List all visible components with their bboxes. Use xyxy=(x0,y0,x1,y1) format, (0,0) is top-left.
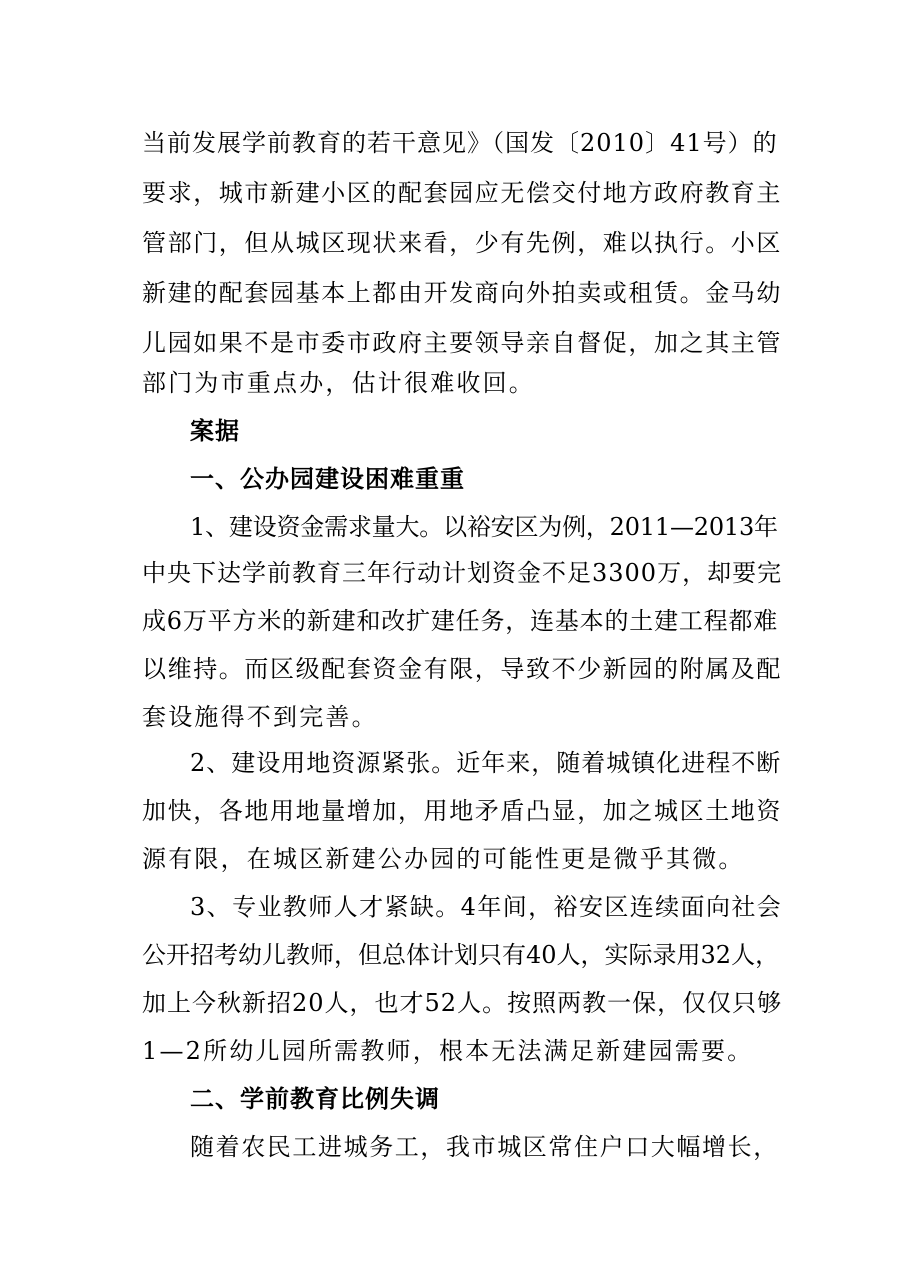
paragraph-line: 管部门，但从城区现状来看，少有先例，难以执行。小区 xyxy=(142,229,782,257)
paragraph-line: 2、建设用地资源紧张。近年来，随着城镇化进程不断 xyxy=(190,749,782,777)
paragraph-line: 要求，城市新建小区的配套园应无偿交付地方政府教育主 xyxy=(142,179,782,207)
paragraph-line: 儿园如果不是市委市政府主要领导亲自督促，加之其主管 xyxy=(142,329,782,357)
paragraph-line: 3、专业教师人才紧缺。4年间，裕安区连续面向社会 xyxy=(190,893,783,921)
paragraph-line: 新建的配套园基本上都由开发商向外拍卖或租赁。金马幼 xyxy=(142,279,782,307)
paragraph-line: 中央下达学前教育三年行动计划资金不足3300万，却要完 xyxy=(142,559,783,587)
paragraph-line: 随着农民工进城务工，我市城区常住户口大幅增长， xyxy=(190,1133,779,1161)
paragraph-line: 1—2所幼儿园所需教师，根本无法满足新建园需要。 xyxy=(142,1037,754,1065)
paragraph-line: 1、建设资金需求量大。以裕安区为例，2011—2013年 xyxy=(190,513,778,541)
paragraph-line: 部门为市重点办，估计很难收回。 xyxy=(142,369,535,397)
paragraph-line: 加快，各地用地量增加，用地矛盾凸显，加之城区土地资 xyxy=(142,797,782,825)
paragraph-line: 当前发展学前教育的若干意见》（国发〔2010〕41号）的 xyxy=(142,129,778,157)
paragraph-line: 成6万平方米的新建和改扩建任务，连基本的土建工程都难 xyxy=(142,607,779,635)
paragraph-line: 套设施得不到完善。 xyxy=(142,703,378,731)
section-heading-1: 一、公办园建设困难重重 xyxy=(190,465,465,493)
paragraph-line: 加上今秋新招20人，也才52人。按照两教一保，仅仅只够 xyxy=(142,989,783,1017)
section-heading-2: 二、学前教育比例失调 xyxy=(190,1085,440,1113)
section-heading-case: 案据 xyxy=(190,417,240,445)
paragraph-line: 以维持。而区级配套资金有限，导致不少新园的附属及配 xyxy=(142,655,782,683)
paragraph-line: 公开招考幼儿教师，但总体计划只有40人，实际录用32人， xyxy=(142,941,780,969)
paragraph-line: 源有限，在城区新建公办园的可能性更是微乎其微。 xyxy=(142,845,745,873)
